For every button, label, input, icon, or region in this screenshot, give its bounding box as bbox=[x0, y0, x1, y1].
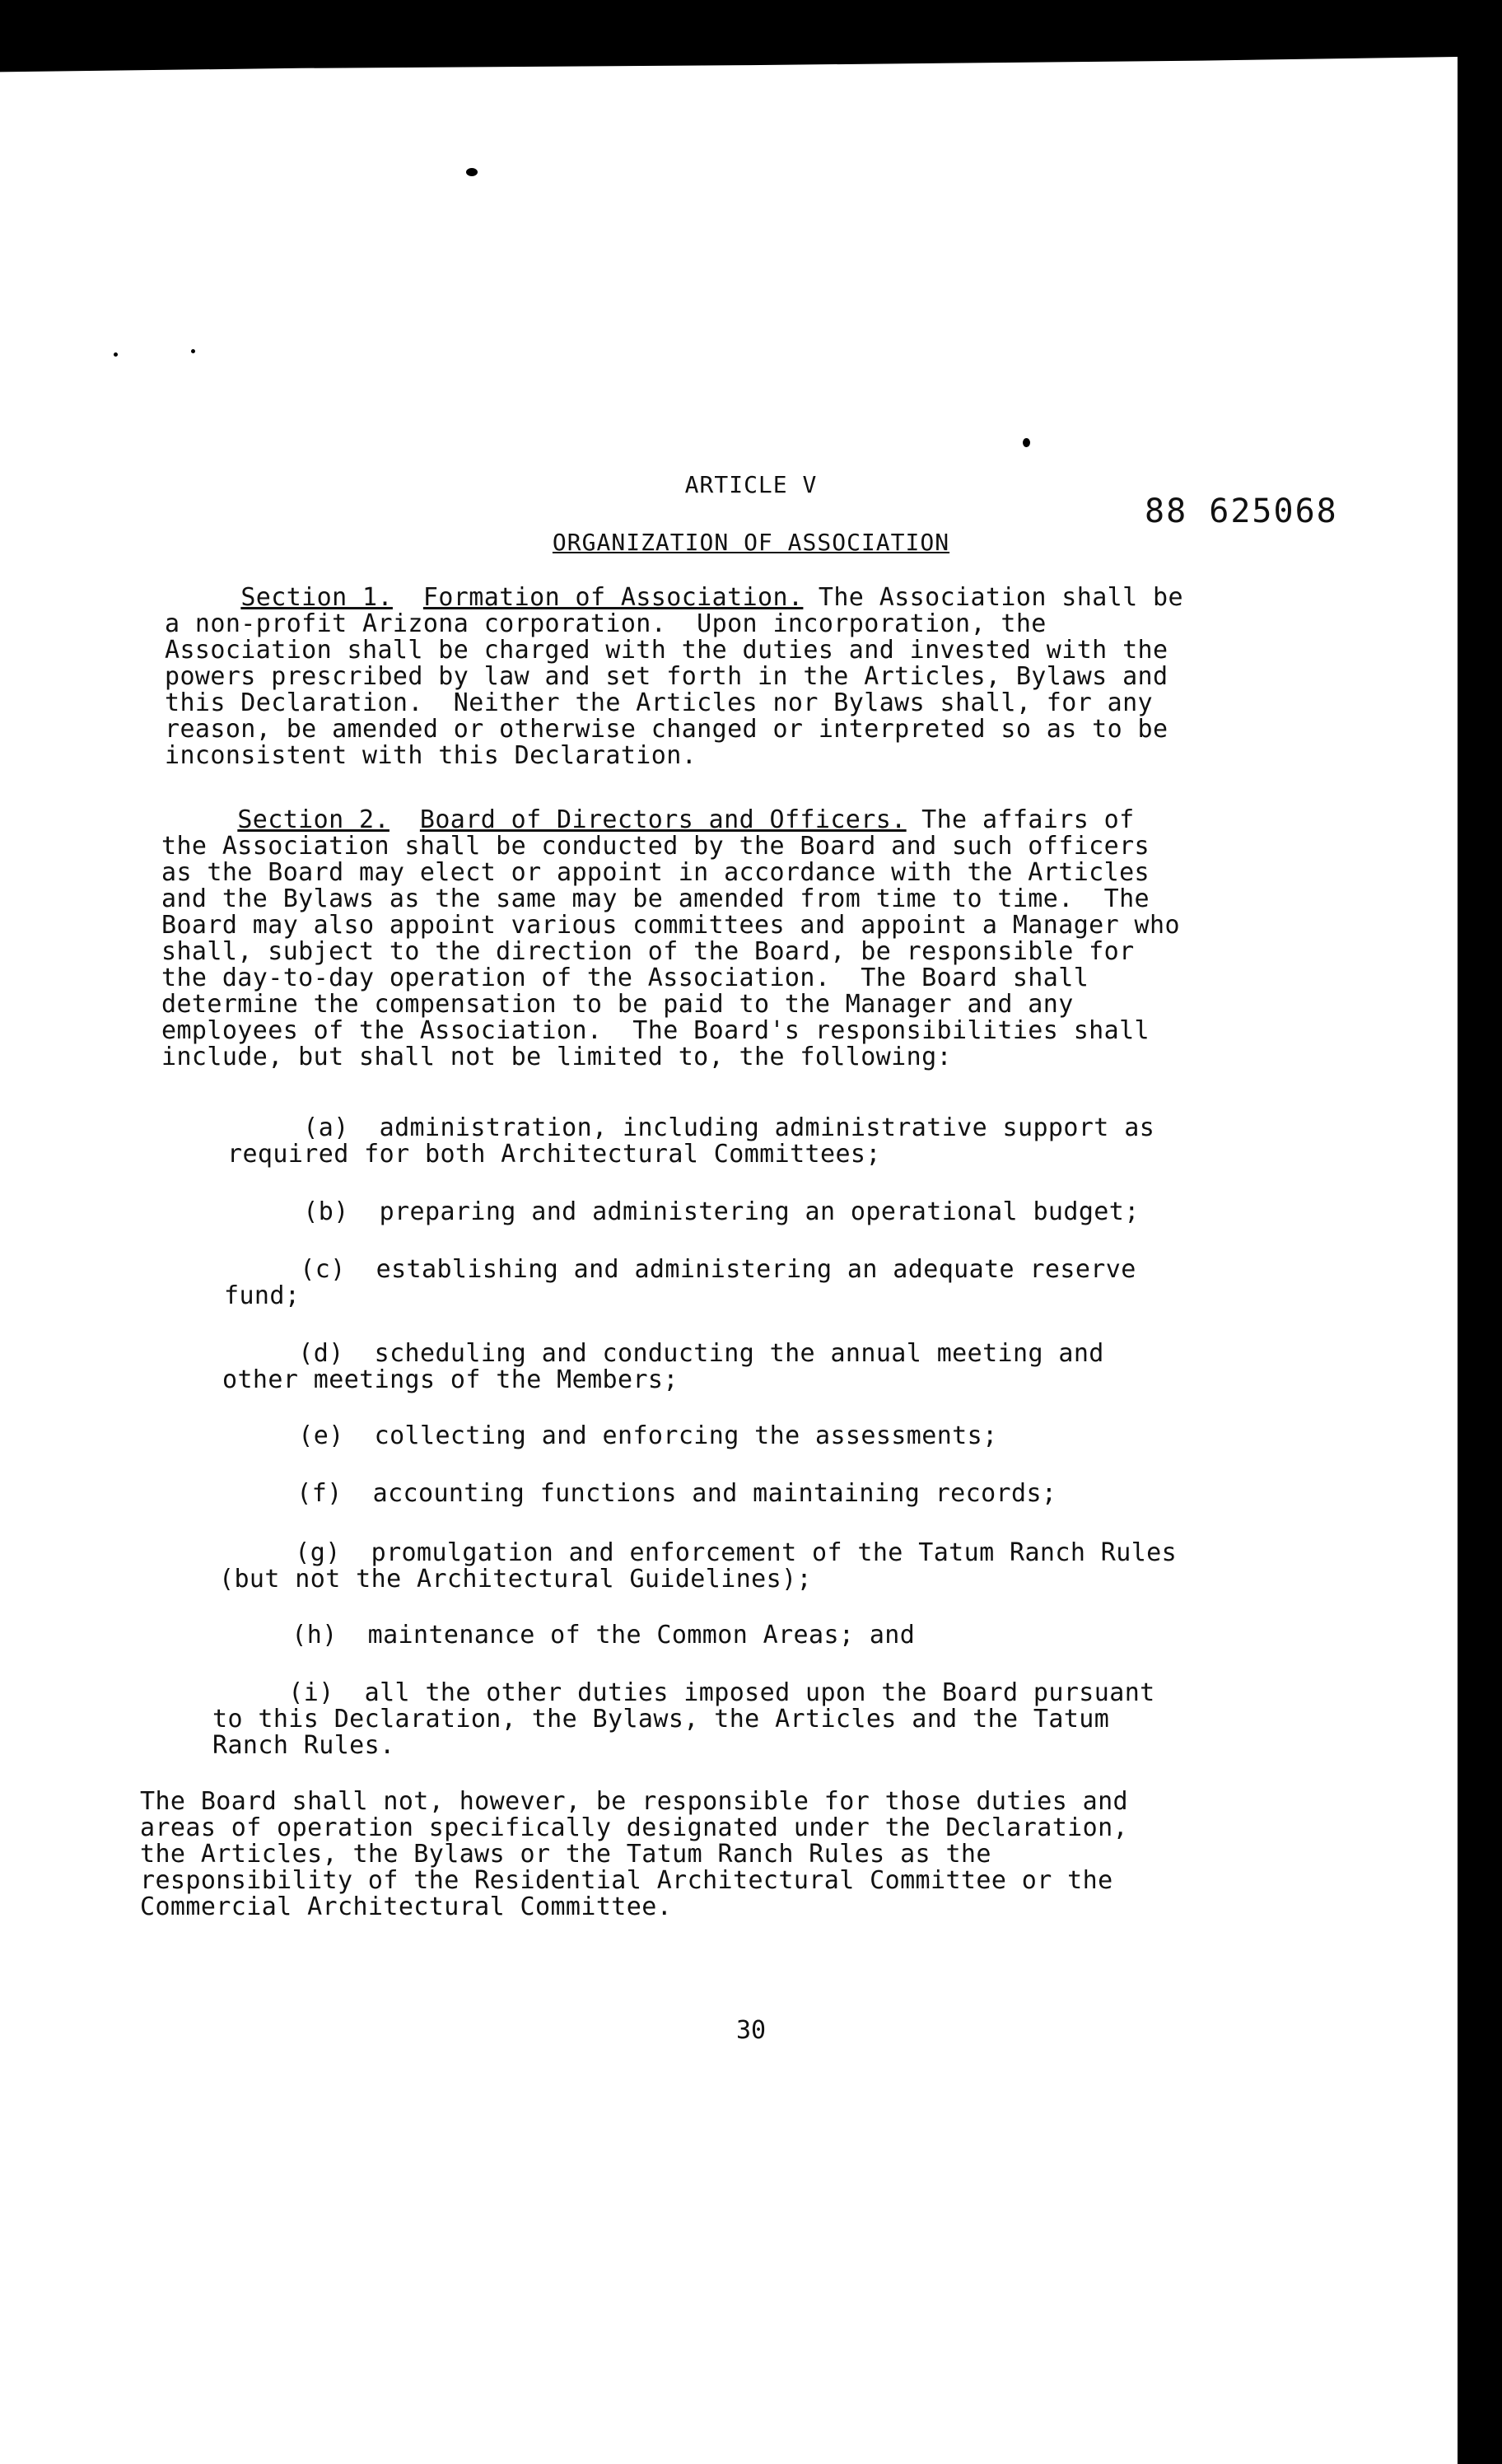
section-2-line: shall, subject to the direction of the Board, be responsible for bbox=[161, 937, 1135, 966]
section-2-line: Board may also appoint various committees and appoint a Manager who bbox=[161, 911, 1180, 940]
closing-line: Commercial Architectural Committee. bbox=[140, 1892, 673, 1921]
scan-speck bbox=[191, 349, 195, 353]
list-item-line: (g) promulgation and enforcement of the Tatum Ranch Rules bbox=[219, 1538, 1178, 1567]
section-2-line: employees of the Association. The Board's responsibilities shall bbox=[161, 1016, 1150, 1045]
scan-speck bbox=[1023, 438, 1030, 447]
closing-line: the Articles, the Bylaws or the Tatum Ranch Rules as the bbox=[140, 1840, 991, 1869]
list-item-line: (but not the Architectural Guidelines); bbox=[219, 1565, 812, 1594]
list-item-line: (d) scheduling and conducting the annual meeting and bbox=[222, 1339, 1104, 1368]
list-item-b bbox=[227, 1199, 1140, 1225]
section-1-label: Section 1. bbox=[240, 583, 393, 612]
list-item-c bbox=[224, 1257, 1136, 1309]
list-item-line: (f) accounting functions and maintaining records; bbox=[221, 1479, 1057, 1508]
page-number: 30 bbox=[735, 2016, 767, 2045]
scan-edge-top bbox=[0, 0, 1502, 76]
article-title: ARTICLE V bbox=[684, 471, 818, 498]
list-item-line: (a) administration, including administrative support as bbox=[227, 1113, 1155, 1142]
list-item-line: (b) preparing and administering an operational budget; bbox=[227, 1197, 1140, 1226]
section-1-line: this Declaration. Neither the Articles nor Bylaws shall, for any bbox=[165, 688, 1153, 717]
scan-edge-right bbox=[1458, 0, 1502, 2464]
section-heading-text: ORGANIZATION OF ASSOCIATION bbox=[552, 529, 950, 556]
section-1-line: a non-profit Arizona corporation. Upon incorporation, the bbox=[165, 609, 1047, 638]
list-item-d bbox=[222, 1341, 1104, 1393]
section-1-paragraph bbox=[165, 585, 1183, 769]
section-2-line: the day-to-day operation of the Association. The Board shall bbox=[161, 964, 1089, 992]
section-2-line: The affairs of bbox=[906, 805, 1135, 834]
closing-line: The Board shall not, however, be responsible for those duties and bbox=[140, 1787, 1128, 1816]
list-item-line: (c) establishing and administering an adequate reserve bbox=[224, 1255, 1136, 1284]
closing-line: areas of operation specifically designated under the Declaration, bbox=[140, 1813, 1128, 1842]
scan-speck bbox=[466, 168, 478, 176]
section-2-paragraph bbox=[161, 807, 1180, 1071]
closing-line: responsibility of the Residential Architectural Committee or the bbox=[140, 1866, 1113, 1895]
section-2-line: include, but shall not be limited to, the following: bbox=[161, 1043, 952, 1071]
section-2-label: Section 2. bbox=[237, 805, 389, 834]
section-2-line: and the Bylaws as the same may be amended from time to time. The bbox=[161, 884, 1150, 913]
section-2-line: the Association shall be conducted by the Board and such officers bbox=[161, 832, 1150, 861]
list-item-line: required for both Architectural Committees; bbox=[227, 1140, 881, 1169]
list-item-line: other meetings of the Members; bbox=[222, 1365, 679, 1394]
section-heading bbox=[0, 529, 1502, 556]
scan-speck bbox=[114, 352, 118, 357]
list-item-h bbox=[216, 1622, 915, 1649]
section-2-line: determine the compensation to be paid to the Manager and any bbox=[161, 990, 1074, 1019]
list-item-line: (i) all the other duties imposed upon the Board pursuant bbox=[212, 1678, 1155, 1707]
list-item-f bbox=[221, 1481, 1057, 1507]
document-number: 88 625068 bbox=[1145, 492, 1338, 530]
list-item-i bbox=[212, 1680, 1155, 1759]
list-item-line: fund; bbox=[224, 1281, 301, 1310]
closing-paragraph bbox=[140, 1789, 1128, 1920]
list-item-line: (h) maintenance of the Common Areas; and bbox=[216, 1621, 916, 1650]
section-1-line: reason, be amended or otherwise changed or interpreted so as to be bbox=[165, 715, 1168, 744]
section-1-line: powers prescribed by law and set forth in the Articles, Bylaws and bbox=[165, 662, 1168, 691]
section-2-line: as the Board may elect or appoint in accordance with the Articles bbox=[161, 858, 1150, 887]
section-1-line: The Association shall be bbox=[803, 583, 1183, 612]
list-item-line: to this Declaration, the Bylaws, the Articles and the Tatum bbox=[212, 1705, 1110, 1734]
section-1-title: Formation of Association. bbox=[422, 583, 804, 612]
list-item-a bbox=[227, 1115, 1154, 1168]
list-item-g bbox=[219, 1540, 1177, 1593]
list-item-e bbox=[222, 1423, 998, 1449]
section-1-line: inconsistent with this Declaration. bbox=[165, 741, 697, 770]
section-2-title: Board of Directors and Officers. bbox=[419, 805, 907, 834]
list-item-line: Ranch Rules. bbox=[212, 1731, 395, 1760]
section-1-line: Association shall be charged with the duties and invested with the bbox=[165, 636, 1168, 665]
list-item-line: (e) collecting and enforcing the assessments; bbox=[222, 1421, 998, 1450]
